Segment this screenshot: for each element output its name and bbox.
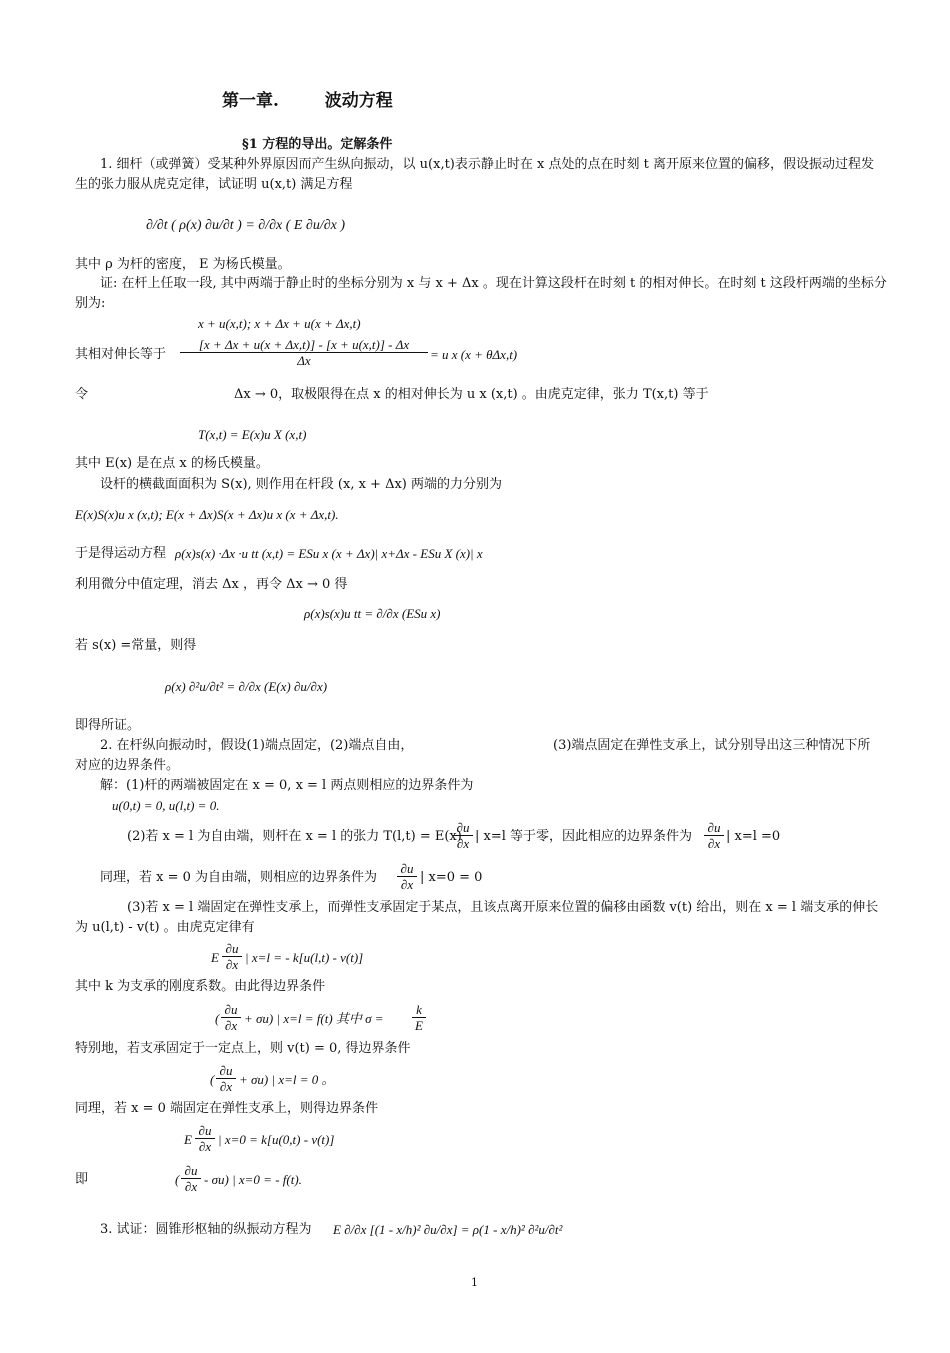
- frac-num: ∂u: [219, 1063, 233, 1078]
- frac-den: ∂x: [225, 957, 239, 972]
- p2-line7: 为 u(l,t) - v(t) 。由虎克定律有: [75, 920, 255, 935]
- p2-line10: 同理，若 x = 0 端固定在弹性支承上，则得边界条件: [75, 1101, 379, 1116]
- p2-line5-b: | x=0 = 0: [420, 870, 483, 885]
- p3-eq: E ∂/∂x [(1 - x/h)² ∂u/∂x] = ρ(1 - x/h)² ∂²u/∂t²: [333, 1222, 563, 1237]
- p2-line5-a: 同理，若 x = 0 为自由端，则相应的边界条件为: [100, 870, 378, 885]
- p1-line7-a: 令: [75, 387, 89, 402]
- frac-num: ∂u: [456, 820, 470, 835]
- frac-num: ∂u: [184, 1163, 198, 1178]
- p1-line9: 设杆的横截面面积为 S(x), 则作用在杆段 (x, x + Δx) 两端的力分别为: [100, 477, 502, 492]
- p1-eq7: ρ(x)s(x)u tt = ∂/∂x (ESu x): [304, 606, 441, 621]
- chapter-name: 波动方程: [324, 91, 393, 111]
- p1-eq3-rhs: = u x (x + θΔx,t): [430, 347, 518, 362]
- p2-line4-b: | x=l 等于零，因此相应的边界条件为: [475, 829, 693, 844]
- p1-eq6: ρ(x)s(x) ·Δx ·u tt (x,t) = ESu x (x + Δx)| x+Δx - ESu X (x)| x: [175, 546, 483, 561]
- frac-num: ∂u: [225, 941, 239, 956]
- p2-line4-frac2: [704, 820, 724, 851]
- p2-eq2-b: | x=l = - k[u(l,t) - v(t)]: [245, 950, 364, 965]
- p1-line5: 别为:: [75, 296, 106, 311]
- p1-line1: 1. 细杆（或弹簧）受某种外界原因而产生纵向振动，以 u(x,t)表示静止时在 x 点处的点在时刻 t 离开原来位置的偏移，假设振动过程发: [100, 157, 874, 172]
- page-number: 1: [471, 1276, 478, 1289]
- p1-line6-label: 其相对伸长等于: [75, 347, 167, 362]
- p1-line11: 利用微分中值定理，消去 Δx ，再令 Δx → 0 得: [75, 577, 348, 592]
- frac-num: ∂u: [224, 1002, 238, 1017]
- frac-num: k: [416, 1002, 422, 1017]
- frac-den: ∂x: [400, 877, 414, 892]
- frac-den: E: [415, 1018, 423, 1033]
- p2-eq4-b: + σu) | x=l = 0 。: [239, 1072, 335, 1087]
- p2-eq6-b: - σu) | x=0 = - f(t).: [204, 1172, 302, 1187]
- p2-eq2-frac: [222, 941, 242, 972]
- p2-eq5-frac: [195, 1123, 215, 1154]
- p1-line12: 若 s(x) =常量，则得: [75, 638, 197, 653]
- p2-line9: 特别地，若支承固定于一定点上，则 v(t) = 0, 得边界条件: [75, 1041, 411, 1056]
- p2-eq5-b: | x=0 = k[u(0,t) - v(t)]: [218, 1132, 335, 1147]
- frac-num: ∂u: [400, 861, 414, 876]
- p2-eq6-a: (: [175, 1172, 180, 1187]
- p2-line2: 对应的边界条件。: [75, 758, 180, 773]
- p2-eq4-frac: [216, 1063, 236, 1094]
- p1-line7-b: Δx → 0，取极限得在点 x 的相对伸长为 u x (x,t) 。由虎克定律，张力 T(x,t) 等于: [234, 387, 709, 402]
- chapter-number: 第一章.: [222, 91, 279, 111]
- frac-num: ∂u: [198, 1123, 212, 1138]
- p2-eq5-a: E: [184, 1132, 192, 1147]
- frac-den: ∂x: [224, 1018, 238, 1033]
- frac-den: ∂x: [707, 836, 721, 851]
- p2-line4-frac1: [453, 820, 473, 851]
- p2-eq6-frac: [181, 1163, 201, 1194]
- p2-eq3-sigma-frac: [412, 1002, 426, 1033]
- frac-den: ∂x: [198, 1139, 212, 1154]
- p1-line2: 生的张力服从虎克定律，试证明 u(x,t) 满足方程: [75, 177, 353, 192]
- chapter-title: [222, 93, 393, 109]
- frac-num: ∂u: [707, 820, 721, 835]
- frac-den: ∂x: [184, 1179, 198, 1194]
- p2-line1-a: 2. 在杆纵向振动时，假设(1)端点固定，(2)端点自由，: [100, 738, 414, 753]
- p1-line3: 其中 ρ 为杆的密度， E 为杨氏模量。: [75, 257, 291, 272]
- p2-line8: 其中 k 为支承的刚度系数。由此得边界条件: [75, 979, 326, 994]
- p2-line6: (3)若 x = l 端固定在弹性支承上，而弹性支承固定于某点，且该点离开原来位置的偏移由函数 v(t) 给出，则在 x = l 端支承的伸长: [127, 900, 879, 915]
- p2-line4-a: (2)若 x = l 为自由端，则杆在 x = l 的张力 T(l,t) = E(x): [127, 829, 462, 844]
- p1-eq2: x + u(x,t); x + Δx + u(x + Δx,t): [198, 316, 361, 331]
- p2-eq3-a: (: [215, 1011, 220, 1026]
- p2-line5-frac: [397, 861, 417, 892]
- frac-den: ∂x: [219, 1079, 233, 1094]
- section-title: §1 方程的导出。定解条件: [242, 137, 393, 152]
- p1-eq1: ∂/∂t ( ρ(x) ∂u/∂t ) = ∂/∂x ( E ∂u/∂x ): [146, 218, 346, 233]
- p2-line3: 解：(1)杆的两端被固定在 x = 0, x = l 两点则相应的边界条件为: [100, 778, 474, 793]
- p2-line11-a: 即: [75, 1172, 89, 1187]
- p2-line1-b: (3)端点固定在弹性支承上，试分别导出这三种情况下所: [553, 738, 871, 753]
- frac-den: ∂x: [456, 836, 470, 851]
- p1-eq3-fraction: [180, 337, 428, 368]
- p1-line10-label: 于是得运动方程: [75, 546, 167, 561]
- p2-line4-c: | x=l =0: [726, 829, 781, 844]
- p1-eq3-denominator: Δx: [297, 353, 311, 368]
- p2-eq1: u(0,t) = 0, u(l,t) = 0.: [112, 798, 220, 813]
- p1-eq5: E(x)S(x)u x (x,t); E(x + Δx)S(x + Δx)u x (x + Δx,t).: [75, 507, 339, 522]
- p1-line8: 其中 E(x) 是在点 x 的杨氏模量。: [75, 456, 269, 471]
- p3-line1: 3. 试证：圆锥形枢轴的纵振动方程为: [100, 1222, 312, 1237]
- p2-eq2-a: E: [211, 950, 219, 965]
- p1-line4: 证: 在杆上任取一段, 其中两端于静止时的坐标分别为 x 与 x + Δx 。现在计算这段杆在时刻 t 的相对伸长。在时刻 t 这段杆两端的坐标分: [100, 276, 887, 291]
- p2-eq3-frac: [221, 1002, 241, 1033]
- p2-eq4-a: (: [210, 1072, 215, 1087]
- p1-line13: 即得所证。: [75, 718, 141, 733]
- p1-eq8: ρ(x) ∂²u/∂t² = ∂/∂x (E(x) ∂u/∂x): [165, 679, 328, 694]
- p1-eq3-numerator: [x + Δx + u(x + Δx,t)] - [x + u(x,t)] - Δx: [198, 337, 410, 352]
- p1-eq4: T(x,t) = E(x)u X (x,t): [198, 427, 307, 442]
- p2-eq3-b: + σu) | x=l = f(t) 其中 σ =: [244, 1011, 384, 1026]
